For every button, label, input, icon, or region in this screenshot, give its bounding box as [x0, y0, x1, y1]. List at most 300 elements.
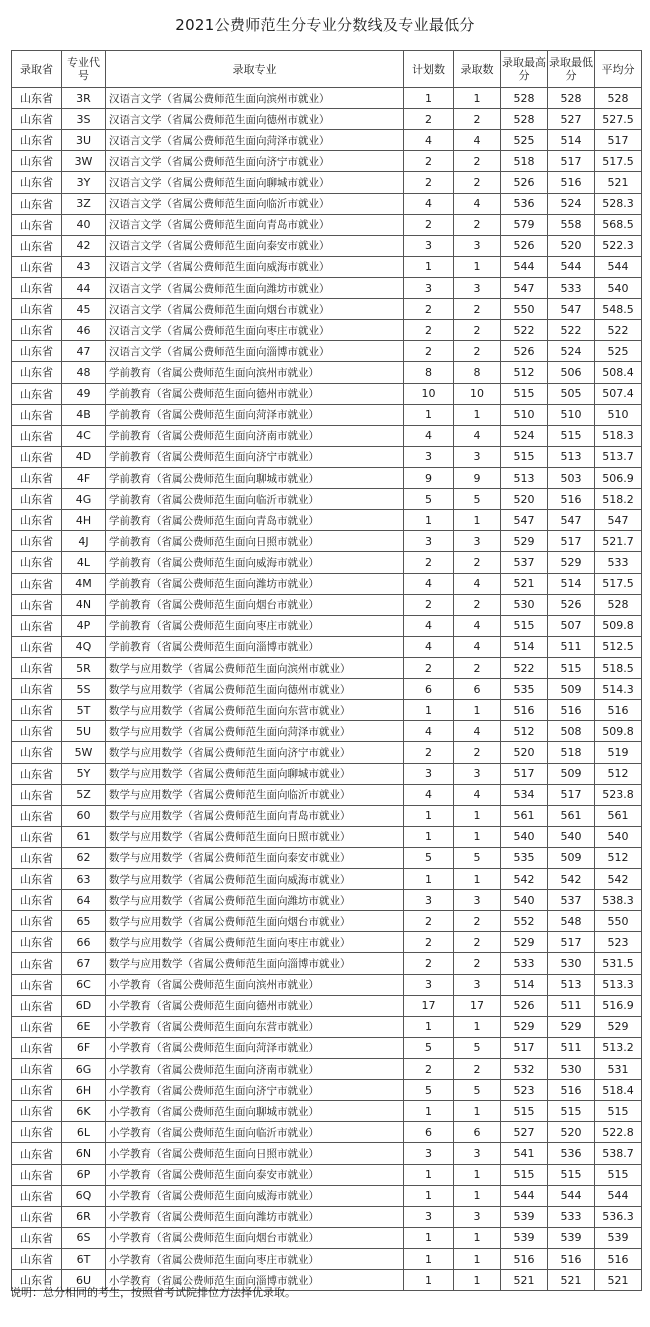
cell-max-score: 535 [501, 679, 548, 700]
cell-code: 3W [62, 151, 106, 172]
cell-admitted: 3 [454, 890, 501, 911]
cell-admitted: 3 [454, 763, 501, 784]
table-row [12, 172, 642, 193]
cell-province: 山东省 [12, 531, 62, 552]
cell-max-score: 541 [501, 1143, 548, 1164]
cell-plan: 3 [404, 446, 454, 467]
cell-code: 64 [62, 890, 106, 911]
cell-plan: 4 [404, 573, 454, 594]
cell-max-score: 515 [501, 615, 548, 636]
cell-avg-score: 517.5 [595, 151, 642, 172]
table-row [12, 869, 642, 890]
cell-max-score: 526 [501, 235, 548, 256]
cell-code: 6G [62, 1059, 106, 1080]
cell-avg-score: 517 [595, 130, 642, 151]
cell-max-score: 523 [501, 1080, 548, 1101]
cell-major: 汉语言文学（省属公费师范生面向济宁市就业） [106, 151, 404, 172]
cell-code: 4M [62, 573, 106, 594]
cell-plan: 1 [404, 869, 454, 890]
cell-min-score: 524 [548, 341, 595, 362]
table-row [12, 299, 642, 320]
cell-code: 46 [62, 320, 106, 341]
cell-province: 山东省 [12, 953, 62, 974]
cell-avg-score: 522.8 [595, 1122, 642, 1143]
cell-code: 6U [62, 1270, 106, 1291]
cell-plan: 1 [404, 1164, 454, 1185]
table-row [12, 383, 642, 404]
cell-province: 山东省 [12, 1059, 62, 1080]
table-row [12, 531, 642, 552]
cell-admitted: 4 [454, 425, 501, 446]
cell-plan: 1 [404, 1185, 454, 1206]
cell-plan: 3 [404, 890, 454, 911]
cell-major: 学前教育（省属公费师范生面向临沂市就业） [106, 489, 404, 510]
table-row [12, 277, 642, 298]
cell-max-score: 529 [501, 531, 548, 552]
cell-admitted: 2 [454, 953, 501, 974]
cell-max-score: 521 [501, 1270, 548, 1291]
cell-admitted: 2 [454, 172, 501, 193]
cell-plan: 3 [404, 974, 454, 995]
table-row [12, 826, 642, 847]
cell-min-score: 522 [548, 320, 595, 341]
table-row [12, 1143, 642, 1164]
cell-avg-score: 528.3 [595, 193, 642, 214]
cell-province: 山东省 [12, 151, 62, 172]
cell-province: 山东省 [12, 1016, 62, 1037]
cell-avg-score: 527.5 [595, 109, 642, 130]
header-code: 专业代号 [62, 51, 106, 88]
table-row [12, 320, 642, 341]
cell-avg-score: 516.9 [595, 995, 642, 1016]
table-row [12, 109, 642, 130]
cell-admitted: 10 [454, 383, 501, 404]
table-row [12, 1037, 642, 1058]
cell-major: 小学教育（省属公费师范生面向临沂市就业） [106, 1122, 404, 1143]
table-row [12, 510, 642, 531]
cell-avg-score: 531 [595, 1059, 642, 1080]
cell-avg-score: 531.5 [595, 953, 642, 974]
cell-plan: 2 [404, 953, 454, 974]
cell-max-score: 522 [501, 320, 548, 341]
cell-admitted: 2 [454, 742, 501, 763]
cell-admitted: 1 [454, 1185, 501, 1206]
cell-admitted: 2 [454, 151, 501, 172]
cell-plan: 1 [404, 1227, 454, 1248]
table-row [12, 953, 642, 974]
cell-major: 数学与应用数学（省属公费师范生面向聊城市就业） [106, 763, 404, 784]
cell-major: 汉语言文学（省属公费师范生面向泰安市就业） [106, 235, 404, 256]
cell-major: 学前教育（省属公费师范生面向滨州市就业） [106, 362, 404, 383]
cell-code: 5W [62, 742, 106, 763]
cell-max-score: 526 [501, 172, 548, 193]
cell-max-score: 539 [501, 1206, 548, 1227]
cell-max-score: 513 [501, 467, 548, 488]
cell-major: 小学教育（省属公费师范生面向东营市就业） [106, 1016, 404, 1037]
cell-province: 山东省 [12, 1185, 62, 1206]
cell-max-score: 536 [501, 193, 548, 214]
cell-major: 数学与应用数学（省属公费师范生面向菏泽市就业） [106, 721, 404, 742]
cell-admitted: 17 [454, 995, 501, 1016]
cell-code: 3Y [62, 172, 106, 193]
cell-province: 山东省 [12, 214, 62, 235]
cell-avg-score: 512 [595, 847, 642, 868]
cell-plan: 1 [404, 1249, 454, 1270]
table-row [12, 446, 642, 467]
cell-min-score: 513 [548, 446, 595, 467]
cell-code: 4P [62, 615, 106, 636]
table-row [12, 214, 642, 235]
cell-avg-score: 516 [595, 1249, 642, 1270]
cell-min-score: 511 [548, 1037, 595, 1058]
cell-province: 山东省 [12, 869, 62, 890]
cell-avg-score: 547 [595, 510, 642, 531]
cell-code: 6C [62, 974, 106, 995]
cell-min-score: 540 [548, 826, 595, 847]
cell-major: 小学教育（省属公费师范生面向济宁市就业） [106, 1080, 404, 1101]
cell-plan: 4 [404, 615, 454, 636]
cell-avg-score: 538.7 [595, 1143, 642, 1164]
cell-max-score: 533 [501, 953, 548, 974]
cell-avg-score: 521 [595, 1270, 642, 1291]
cell-min-score: 539 [548, 1227, 595, 1248]
cell-admitted: 1 [454, 404, 501, 425]
cell-min-score: 526 [548, 594, 595, 615]
cell-plan: 2 [404, 742, 454, 763]
table-row [12, 151, 642, 172]
cell-avg-score: 523 [595, 932, 642, 953]
cell-province: 山东省 [12, 932, 62, 953]
cell-avg-score: 529 [595, 1016, 642, 1037]
cell-max-score: 526 [501, 995, 548, 1016]
cell-min-score: 524 [548, 193, 595, 214]
cell-major: 学前教育（省属公费师范生面向淄博市就业） [106, 636, 404, 657]
cell-min-score: 517 [548, 784, 595, 805]
cell-plan: 3 [404, 235, 454, 256]
cell-max-score: 529 [501, 1016, 548, 1037]
cell-avg-score: 518.5 [595, 657, 642, 678]
cell-major: 小学教育（省属公费师范生面向菏泽市就业） [106, 1037, 404, 1058]
cell-province: 山东省 [12, 636, 62, 657]
cell-plan: 2 [404, 151, 454, 172]
cell-min-score: 558 [548, 214, 595, 235]
table-row [12, 1206, 642, 1227]
cell-avg-score: 506.9 [595, 467, 642, 488]
cell-max-score: 515 [501, 383, 548, 404]
cell-max-score: 520 [501, 489, 548, 510]
cell-major: 汉语言文学（省属公费师范生面向聊城市就业） [106, 172, 404, 193]
header-row [12, 51, 642, 88]
cell-plan: 17 [404, 995, 454, 1016]
cell-max-score: 521 [501, 573, 548, 594]
cell-province: 山东省 [12, 552, 62, 573]
cell-avg-score: 538.3 [595, 890, 642, 911]
cell-major: 小学教育（省属公费师范生面向聊城市就业） [106, 1101, 404, 1122]
cell-plan: 3 [404, 531, 454, 552]
table-row [12, 784, 642, 805]
cell-code: 60 [62, 805, 106, 826]
cell-max-score: 514 [501, 974, 548, 995]
cell-province: 山东省 [12, 805, 62, 826]
cell-min-score: 536 [548, 1143, 595, 1164]
cell-min-score: 520 [548, 235, 595, 256]
cell-admitted: 4 [454, 193, 501, 214]
cell-admitted: 4 [454, 573, 501, 594]
cell-code: 5R [62, 657, 106, 678]
cell-plan: 2 [404, 594, 454, 615]
cell-plan: 2 [404, 341, 454, 362]
cell-code: 4G [62, 489, 106, 510]
cell-max-score: 547 [501, 510, 548, 531]
cell-max-score: 510 [501, 404, 548, 425]
cell-province: 山东省 [12, 911, 62, 932]
cell-province: 山东省 [12, 510, 62, 531]
cell-min-score: 529 [548, 552, 595, 573]
cell-admitted: 1 [454, 869, 501, 890]
cell-code: 6T [62, 1249, 106, 1270]
cell-min-score: 547 [548, 510, 595, 531]
cell-min-score: 517 [548, 151, 595, 172]
cell-min-score: 516 [548, 700, 595, 721]
header-min-score: 录取最低分 [548, 51, 595, 88]
cell-province: 山东省 [12, 742, 62, 763]
cell-min-score: 515 [548, 657, 595, 678]
cell-code: 3U [62, 130, 106, 151]
cell-province: 山东省 [12, 615, 62, 636]
cell-avg-score: 513.2 [595, 1037, 642, 1058]
cell-province: 山东省 [12, 847, 62, 868]
table-row [12, 805, 642, 826]
header-plan: 计划数 [404, 51, 454, 88]
cell-major: 小学教育（省属公费师范生面向威海市就业） [106, 1185, 404, 1206]
cell-min-score: 530 [548, 953, 595, 974]
cell-avg-score: 519 [595, 742, 642, 763]
cell-admitted: 4 [454, 721, 501, 742]
cell-min-score: 515 [548, 425, 595, 446]
cell-plan: 6 [404, 1122, 454, 1143]
cell-avg-score: 540 [595, 826, 642, 847]
table-row [12, 594, 642, 615]
cell-avg-score: 512.5 [595, 636, 642, 657]
page-title: 2021公费师范生分专业分数线及专业最低分 [175, 16, 475, 34]
cell-plan: 4 [404, 784, 454, 805]
cell-min-score: 547 [548, 299, 595, 320]
table-row [12, 1249, 642, 1270]
cell-plan: 1 [404, 805, 454, 826]
cell-plan: 9 [404, 467, 454, 488]
table-row [12, 742, 642, 763]
cell-min-score: 529 [548, 1016, 595, 1037]
cell-avg-score: 536.3 [595, 1206, 642, 1227]
table-row [12, 193, 642, 214]
cell-code: 6S [62, 1227, 106, 1248]
cell-max-score: 544 [501, 256, 548, 277]
table-row [12, 362, 642, 383]
cell-admitted: 2 [454, 320, 501, 341]
cell-plan: 1 [404, 1270, 454, 1291]
cell-min-score: 516 [548, 172, 595, 193]
cell-code: 6P [62, 1164, 106, 1185]
cell-min-score: 517 [548, 932, 595, 953]
footnote: 说明：总分相同的考生，按照省考试院排位方法择优录取。 [10, 1286, 296, 1299]
cell-admitted: 2 [454, 341, 501, 362]
cell-code: 6D [62, 995, 106, 1016]
score-table [11, 50, 642, 1291]
cell-plan: 4 [404, 636, 454, 657]
cell-major: 数学与应用数学（省属公费师范生面向东营市就业） [106, 700, 404, 721]
cell-province: 山东省 [12, 383, 62, 404]
cell-plan: 2 [404, 299, 454, 320]
cell-province: 山东省 [12, 256, 62, 277]
cell-province: 山东省 [12, 404, 62, 425]
cell-province: 山东省 [12, 109, 62, 130]
cell-code: 43 [62, 256, 106, 277]
cell-max-score: 512 [501, 362, 548, 383]
cell-province: 山东省 [12, 88, 62, 109]
cell-province: 山东省 [12, 721, 62, 742]
cell-min-score: 503 [548, 467, 595, 488]
cell-min-score: 513 [548, 974, 595, 995]
table-row [12, 256, 642, 277]
cell-admitted: 3 [454, 1206, 501, 1227]
cell-plan: 5 [404, 1080, 454, 1101]
cell-major: 学前教育（省属公费师范生面向德州市就业） [106, 383, 404, 404]
cell-code: 66 [62, 932, 106, 953]
cell-avg-score: 561 [595, 805, 642, 826]
cell-code: 6K [62, 1101, 106, 1122]
cell-min-score: 542 [548, 869, 595, 890]
cell-avg-score: 540 [595, 277, 642, 298]
cell-major: 汉语言文学（省属公费师范生面向德州市就业） [106, 109, 404, 130]
table-row [12, 995, 642, 1016]
table-row [12, 657, 642, 678]
table-row [12, 911, 642, 932]
cell-avg-score: 528 [595, 88, 642, 109]
cell-admitted: 1 [454, 826, 501, 847]
cell-province: 山东省 [12, 1249, 62, 1270]
cell-min-score: 533 [548, 1206, 595, 1227]
cell-major: 学前教育（省属公费师范生面向济南市就业） [106, 425, 404, 446]
cell-province: 山东省 [12, 826, 62, 847]
table-row [12, 763, 642, 784]
cell-major: 学前教育（省属公费师范生面向青岛市就业） [106, 510, 404, 531]
table-row [12, 679, 642, 700]
cell-avg-score: 518.2 [595, 489, 642, 510]
cell-major: 学前教育（省属公费师范生面向威海市就业） [106, 552, 404, 573]
cell-province: 山东省 [12, 1080, 62, 1101]
cell-max-score: 517 [501, 1037, 548, 1058]
cell-major: 数学与应用数学（省属公费师范生面向威海市就业） [106, 869, 404, 890]
cell-major: 学前教育（省属公费师范生面向枣庄市就业） [106, 615, 404, 636]
cell-major: 小学教育（省属公费师范生面向泰安市就业） [106, 1164, 404, 1185]
cell-code: 4N [62, 594, 106, 615]
cell-code: 62 [62, 847, 106, 868]
cell-code: 6F [62, 1037, 106, 1058]
cell-plan: 2 [404, 214, 454, 235]
cell-max-score: 528 [501, 109, 548, 130]
cell-major: 小学教育（省属公费师范生面向济南市就业） [106, 1059, 404, 1080]
table-row [12, 130, 642, 151]
cell-avg-score: 509.8 [595, 615, 642, 636]
table-row [12, 1227, 642, 1248]
cell-avg-score: 568.5 [595, 214, 642, 235]
cell-min-score: 515 [548, 1164, 595, 1185]
table-row [12, 88, 642, 109]
cell-avg-score: 507.4 [595, 383, 642, 404]
cell-major: 数学与应用数学（省属公费师范生面向潍坊市就业） [106, 890, 404, 911]
cell-admitted: 1 [454, 1101, 501, 1122]
cell-avg-score: 542 [595, 869, 642, 890]
cell-major: 数学与应用数学（省属公费师范生面向青岛市就业） [106, 805, 404, 826]
cell-province: 山东省 [12, 489, 62, 510]
cell-major: 汉语言文学（省属公费师范生面向淄博市就业） [106, 341, 404, 362]
table-row [12, 1016, 642, 1037]
header-province: 录取省 [12, 51, 62, 88]
cell-min-score: 544 [548, 1185, 595, 1206]
cell-admitted: 2 [454, 214, 501, 235]
cell-min-score: 514 [548, 573, 595, 594]
cell-max-score: 530 [501, 594, 548, 615]
cell-min-score: 515 [548, 1101, 595, 1122]
table-body [12, 88, 642, 1291]
cell-code: 63 [62, 869, 106, 890]
cell-plan: 1 [404, 88, 454, 109]
cell-code: 4J [62, 531, 106, 552]
cell-major: 汉语言文学（省属公费师范生面向滨州市就业） [106, 88, 404, 109]
cell-major: 小学教育（省属公费师范生面向滨州市就业） [106, 974, 404, 995]
cell-code: 6N [62, 1143, 106, 1164]
cell-major: 汉语言文学（省属公费师范生面向威海市就业） [106, 256, 404, 277]
cell-province: 山东省 [12, 446, 62, 467]
cell-plan: 2 [404, 911, 454, 932]
table-row [12, 404, 642, 425]
header-major: 录取专业 [106, 51, 404, 88]
cell-plan: 2 [404, 552, 454, 573]
cell-plan: 1 [404, 510, 454, 531]
cell-major: 数学与应用数学（省属公费师范生面向淄博市就业） [106, 953, 404, 974]
cell-plan: 2 [404, 320, 454, 341]
cell-plan: 5 [404, 489, 454, 510]
cell-major: 学前教育（省属公费师范生面向潍坊市就业） [106, 573, 404, 594]
cell-admitted: 2 [454, 552, 501, 573]
cell-province: 山东省 [12, 974, 62, 995]
cell-min-score: 518 [548, 742, 595, 763]
cell-min-score: 561 [548, 805, 595, 826]
cell-admitted: 1 [454, 1270, 501, 1291]
cell-code: 5T [62, 700, 106, 721]
cell-min-score: 548 [548, 911, 595, 932]
cell-plan: 6 [404, 679, 454, 700]
cell-code: 49 [62, 383, 106, 404]
cell-avg-score: 513.7 [595, 446, 642, 467]
cell-max-score: 561 [501, 805, 548, 826]
cell-major: 汉语言文学（省属公费师范生面向烟台市就业） [106, 299, 404, 320]
cell-min-score: 510 [548, 404, 595, 425]
cell-min-score: 527 [548, 109, 595, 130]
cell-min-score: 520 [548, 1122, 595, 1143]
cell-major: 数学与应用数学（省属公费师范生面向泰安市就业） [106, 847, 404, 868]
cell-major: 汉语言文学（省属公费师范生面向枣庄市就业） [106, 320, 404, 341]
cell-avg-score: 508.4 [595, 362, 642, 383]
cell-admitted: 1 [454, 1249, 501, 1270]
cell-admitted: 4 [454, 636, 501, 657]
cell-max-score: 540 [501, 826, 548, 847]
cell-avg-score: 509.8 [595, 721, 642, 742]
cell-major: 小学教育（省属公费师范生面向日照市就业） [106, 1143, 404, 1164]
cell-code: 65 [62, 911, 106, 932]
table-row [12, 1080, 642, 1101]
cell-major: 汉语言文学（省属公费师范生面向青岛市就业） [106, 214, 404, 235]
